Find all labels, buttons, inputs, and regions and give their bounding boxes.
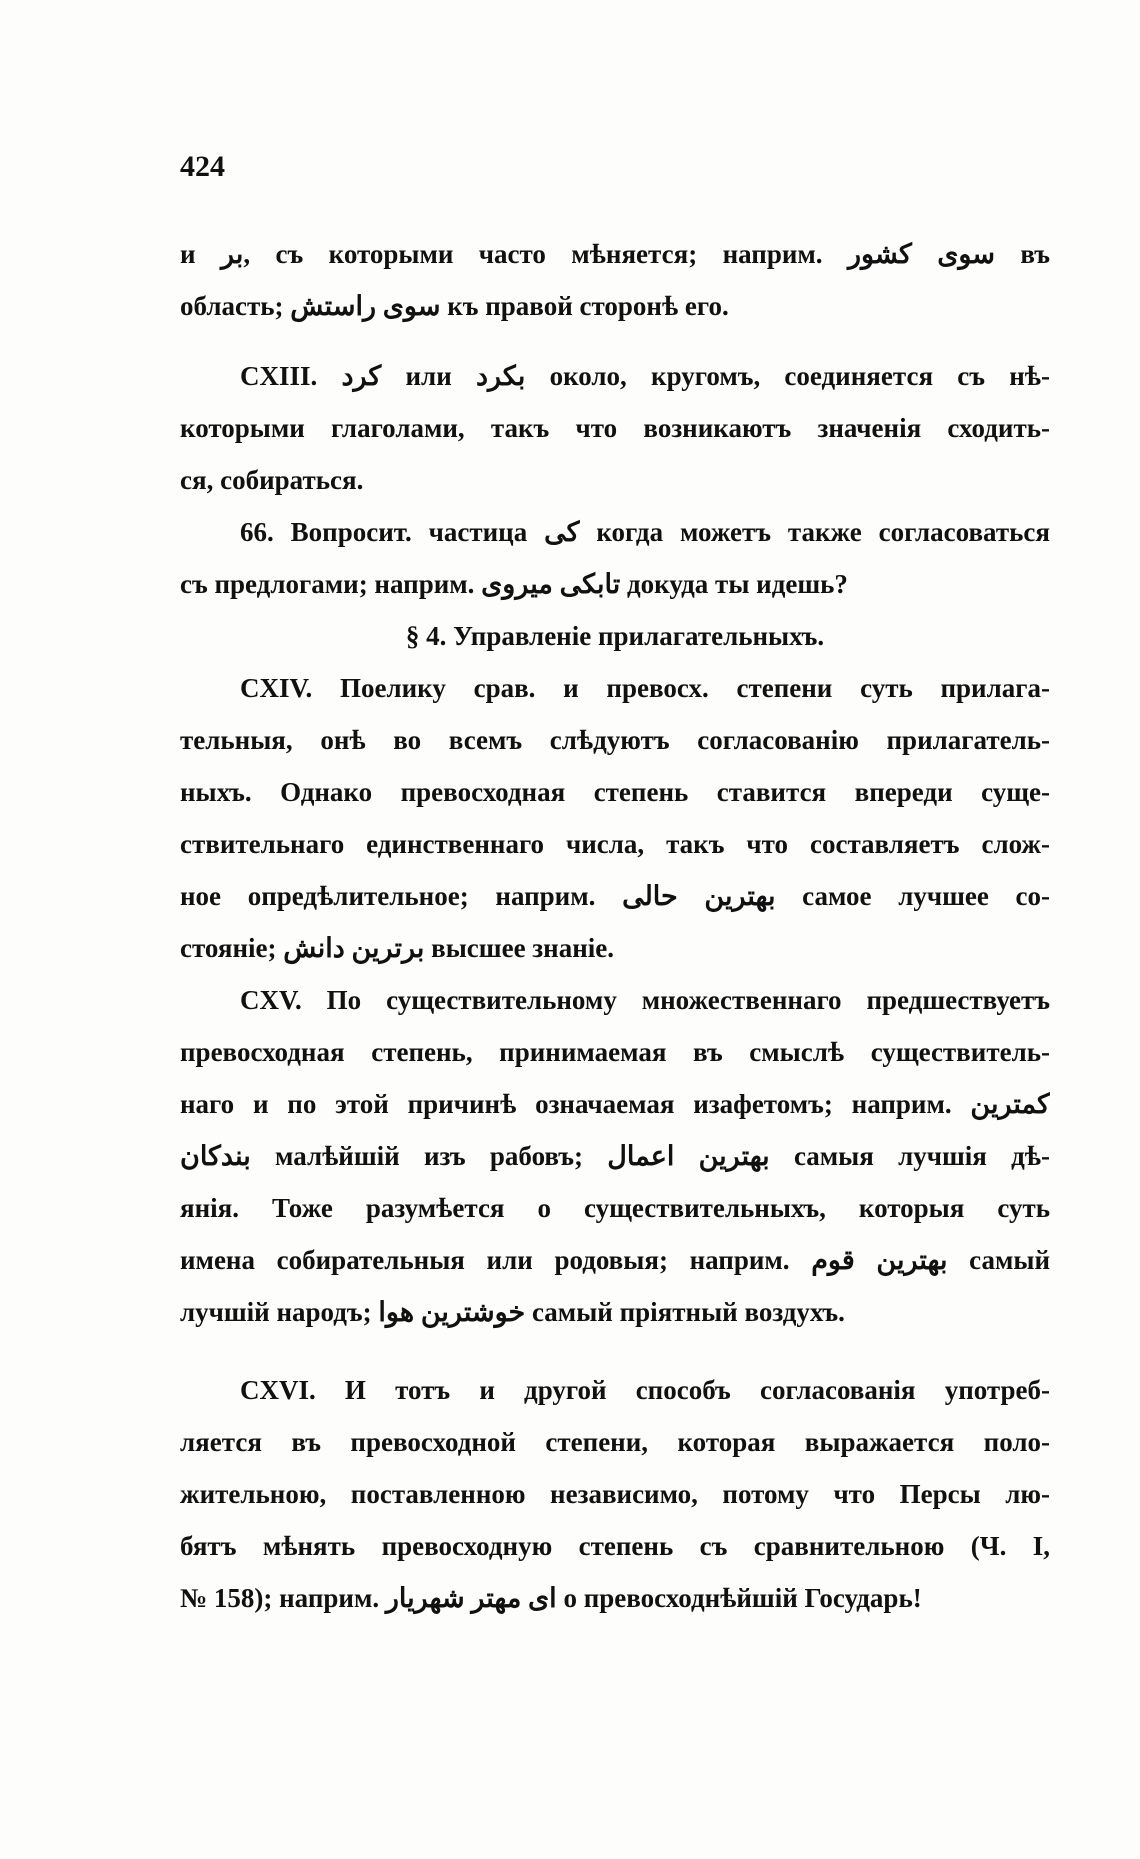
- text-line: жительною, поставленною независимо, потому что Персы лю-: [180, 1479, 1050, 1509]
- paragraph-gap: [180, 332, 1050, 350]
- text-line: CXVI. И тотъ и другой способъ согласованія употреб-: [240, 1375, 1050, 1405]
- paragraph-gap: [180, 1338, 1050, 1364]
- text-line: и بر, съ которыми часто мѣняется; наприм. سوی کشور въ: [180, 239, 1050, 269]
- text-line: превосходная степень, принимаемая въ смыслѣ существитель-: [180, 1037, 1050, 1067]
- text-line: область; سوی راستش къ правой сторонѣ его.: [180, 291, 729, 321]
- text-line: § 4. Управленіе прилагательныхъ.: [405, 621, 825, 651]
- text-line: бятъ мѣнять превосходную степень съ сравнительною (Ч. I,: [180, 1531, 1050, 1561]
- page-body: [180, 228, 1050, 1624]
- text-line: CXIV. Поелику срав. и превосх. степени суть прилага-: [240, 673, 1050, 703]
- text-line: بندکان малѣйшій изъ рабовъ; بهترین اعمال самыя лучшія дѣ-: [180, 1141, 1050, 1171]
- text-line: CXIII. کرد или بکرد около, кругомъ, соединяется съ нѣ-: [240, 361, 1050, 391]
- text-line: лучшій народъ; خوشترین هوا самый пріятный воздухъ.: [180, 1297, 845, 1327]
- text-line: CXV. По существительному множественнаго предшествуетъ: [240, 985, 1050, 1015]
- text-line: тельныя, онѣ во всемъ слѣдуютъ согласованію прилагатель-: [180, 725, 1050, 755]
- text-line: имена собирательныя или родовыя; наприм. بهترین قوم самый: [180, 1245, 1050, 1275]
- text-line: ся, собираться.: [180, 465, 364, 495]
- text-line: ствительнаго единственнаго числа, такъ что составляетъ слож-: [180, 829, 1050, 859]
- text-line: янія. Тоже разумѣется о существительныхъ, которыя суть: [180, 1193, 1050, 1223]
- text-line: ляется въ превосходной степени, которая выражается поло-: [180, 1427, 1050, 1457]
- page-number: 424: [180, 150, 225, 183]
- text-line: ныхъ. Однако превосходная степень ставится впереди суще-: [180, 777, 1050, 807]
- text-line: № 158); наприм. ای مهتر شهریار о превосходнѣйшій Государь!: [180, 1583, 922, 1613]
- text-line: которыми глаголами, такъ что возникаютъ значенія сходить-: [180, 413, 1050, 443]
- text-line: съ предлогами; наприм. تابکی میروی докуда ты идешь?: [180, 569, 848, 599]
- text-line: стояніе; برترین دانش высшее знаніе.: [180, 933, 614, 963]
- text-line: ное опредѣлительное; наприм. بهترین حالی самое лучшее со-: [180, 881, 1050, 911]
- text-line: наго и по этой причинѣ означаемая изафетомъ; наприм. کمترین: [180, 1089, 1050, 1119]
- text-line: 66. Вопросит. частица کی когда можетъ также согласоваться: [240, 517, 1050, 547]
